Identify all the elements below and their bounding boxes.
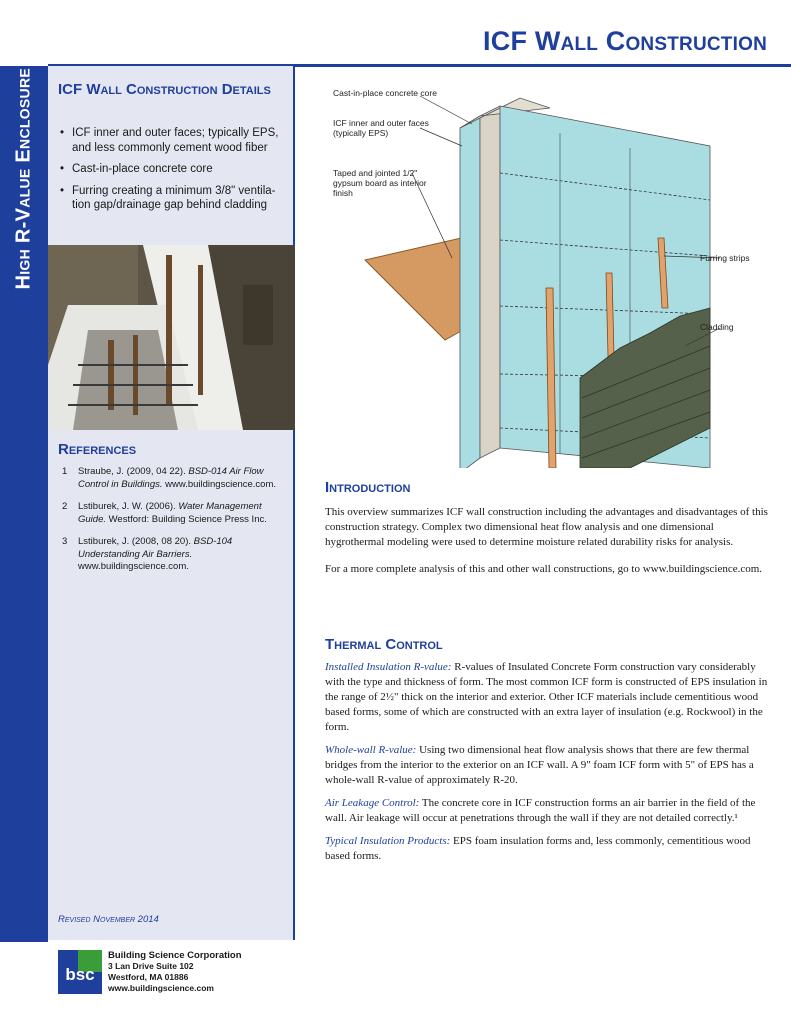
thermal-control-body (325, 660, 768, 872)
reference-title: BSD-014 Air Flow Control in Buildings. (78, 466, 264, 490)
bsc-logo-mark (58, 950, 102, 994)
company-website: www.buildingscience.com (108, 983, 214, 993)
callout-gypsum-board: Taped and jointed 1/2" gypsum board as interior finish (333, 168, 427, 198)
bullet-item: • ICF inner and outer faces; typically EPS, and less commonly cement wood fiber (58, 126, 286, 155)
revised-date: Revised November 2014 (58, 914, 159, 925)
details-heading: ICF Wall Construction Details (58, 81, 271, 98)
bullet-item: • Cast-in-place concrete core (58, 162, 286, 177)
bsc-logo (58, 950, 102, 994)
reference-authors: Lstiburek, J. W. (2006). (78, 501, 179, 512)
introduction-heading: Introduction (325, 479, 411, 496)
company-info (108, 950, 242, 994)
paragraph-lead: Air Leakage Control: (325, 797, 420, 809)
introduction-body (325, 505, 768, 585)
company-address-line: 3 Lan Drive Suite 102 (108, 961, 194, 971)
references-list (62, 466, 282, 584)
construction-photo-drawing (48, 245, 295, 430)
paragraph-text: R-values of Insulated Concrete Form construction vary considerably with the type and thickness of form. The most common ICF form is constructed of EPS insulation in the range of 2½" thick on the interior and exterior. Other ICF materials include cementitious wood based forms, some of which are constructed with an extra layer of insulation (e.g. Rockwool) in the form. (325, 661, 768, 733)
reference-item (62, 501, 282, 526)
logo-text: bsc (65, 965, 95, 984)
paragraph-text: The concrete core in ICF construction forms an air barrier in the field of the wall. Air leakage will occur at penetrations through the wall if they are not detailed correctly.¹ (325, 797, 756, 824)
paragraph-text: EPS foam insulation forms and, less commonly, cementitious wood based forms. (325, 835, 751, 862)
reference-authors: Straube, J. (2009, 04 22). (78, 466, 189, 477)
paragraph-lead: Installed Insulation R-value: (325, 661, 452, 673)
thermal-paragraph (325, 743, 768, 788)
reference-source: Westford: Building Science Press Inc. (106, 513, 267, 525)
reference-number: 2 (62, 501, 68, 512)
callout-furring-strips: Furring strips (700, 253, 750, 263)
paragraph-lead: Whole-wall R-value: (325, 744, 417, 756)
reference-title: BSD-104 Understanding Air Barriers. (78, 536, 233, 560)
gypsum-board-shape (365, 236, 470, 340)
vertical-title-text: High R-Value Enclosure (12, 68, 35, 290)
reference-number: 1 (62, 466, 68, 477)
thermal-paragraph (325, 796, 768, 826)
reference-title: Water Management Guide. (78, 501, 262, 525)
reference-number: 3 (62, 536, 68, 547)
reference-item (62, 466, 282, 491)
vertical-title (13, 66, 36, 942)
page-title: ICF Wall Construction (483, 26, 767, 56)
reference-source: www.buildingscience.com. (162, 478, 277, 490)
callout-icf-faces: ICF inner and outer faces (typically EPS) (333, 118, 429, 138)
thermal-paragraph (325, 834, 768, 864)
reference-source: www.buildingscience.com. (78, 561, 189, 572)
thermal-paragraph (325, 660, 768, 735)
callout-cladding: Cladding (700, 322, 734, 332)
details-bullet-list (58, 126, 286, 220)
company-name: Building Science Corporation (108, 950, 242, 961)
construction-photo (48, 245, 295, 430)
reference-item (62, 536, 282, 574)
callout-concrete-core: Cast-in-place concrete core (333, 88, 437, 98)
introduction-paragraph: For a more complete analysis of this and other wall constructions, go to www.buildingscience.com. (325, 563, 763, 575)
paragraph-lead: Typical Insulation Products: (325, 835, 451, 847)
thermal-control-heading: Thermal Control (325, 636, 443, 653)
introduction-paragraph: This overview summarizes ICF wall construction including the advantages and disadvantages of this construction strategy. Complex two dimensional heat flow analysis and one dimensional hygrothermal modeling were used to determine moisture related durability risks for analysis. (325, 506, 768, 548)
bullet-item: • Furring creating a minimum 3/8" ventila-tion gap/drainage gap behind cladding (58, 184, 286, 213)
reference-authors: Lstiburek, J. (2008, 08 20). (78, 536, 194, 547)
vertical-title-band (0, 66, 48, 942)
company-address-line: Westford, MA 01886 (108, 972, 189, 982)
paragraph-text: Using two dimensional heat flow analysis shows that there are few thermal bridges from the interior to the exterior on an ICF wall. A 9" foam ICF form with 5" of EPS has a whole-wall R-value of approximately R-20. (325, 744, 754, 786)
references-heading: References (58, 441, 137, 458)
